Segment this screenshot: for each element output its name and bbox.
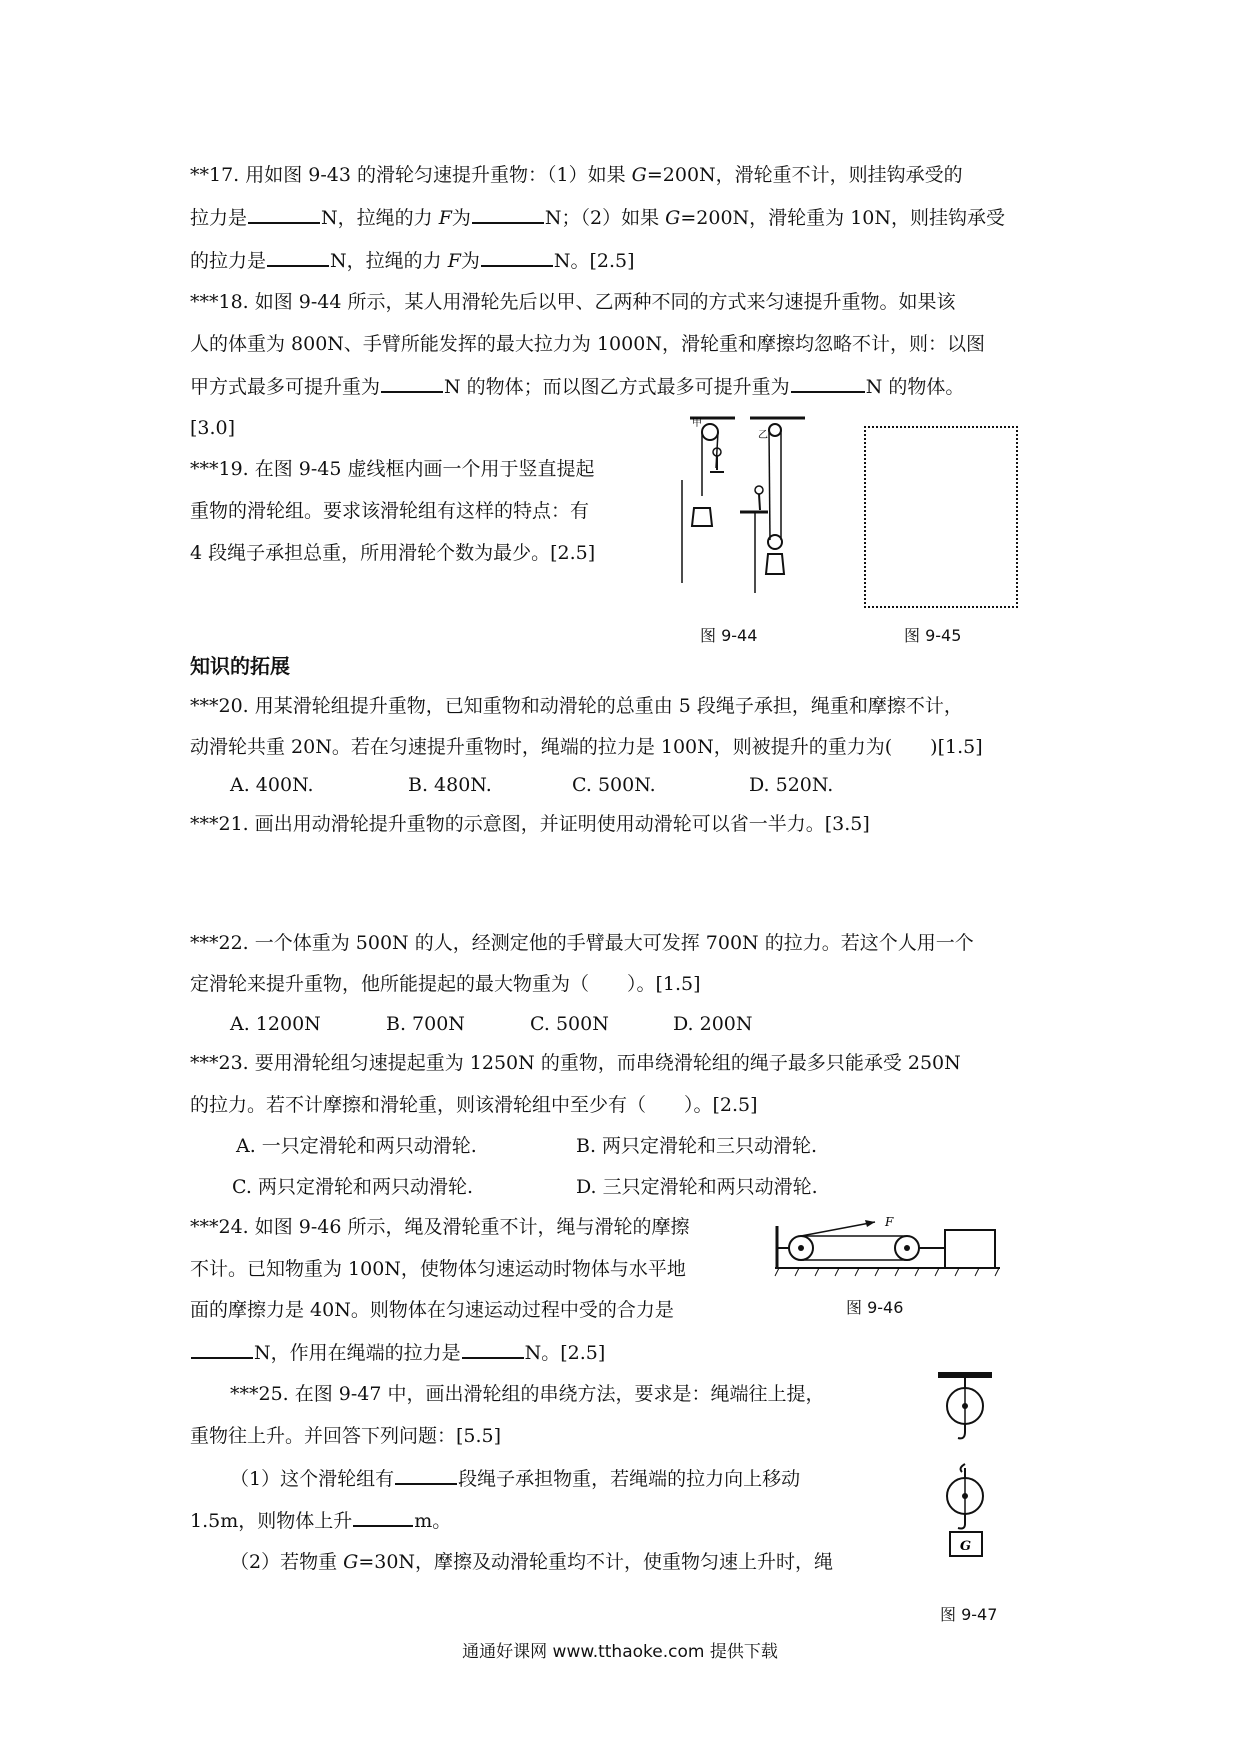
q22-line-2: 定滑轮来提升重物，他所能提起的最大物重为（ ）。[1.5]	[190, 973, 701, 995]
label-yi: 乙	[758, 430, 768, 441]
q23-option-c[interactable]: C. 两只定滑轮和两只动滑轮.	[232, 1176, 473, 1198]
q22-option-c[interactable]: C. 500N	[530, 1013, 609, 1035]
label-jia: 甲	[692, 418, 702, 429]
q22-line-1: ***22. 一个体重为 500N 的人，经测定他的手臂最大可发挥 700N 的拉力。若这个人用一个	[190, 932, 974, 954]
q20-option-d[interactable]: D. 520N.	[749, 774, 834, 796]
q23-line-2: 的拉力。若不计摩擦和滑轮重，则该滑轮组中至少有（ ）。[2.5]	[190, 1094, 758, 1116]
q25-line-5: （2）若物重 G=30N，摩擦及动滑轮重均不计，使重物匀速上升时，绳	[230, 1551, 834, 1573]
q23-option-b[interactable]: B. 两只定滑轮和三只动滑轮.	[576, 1135, 818, 1157]
q18-line-4: [3.0]	[190, 417, 236, 439]
figure-9-47-caption: 图 9-47	[940, 1605, 998, 1624]
page-footer: 通通好课网 www.tthaoke.com 提供下载	[462, 1642, 778, 1662]
q23-option-d[interactable]: D. 三只定滑轮和两只动滑轮.	[576, 1176, 818, 1198]
q20-option-a[interactable]: A. 400N.	[230, 774, 314, 796]
answer-blank[interactable]	[353, 1507, 413, 1527]
q24-line-4: N，作用在绳端的拉力是 N。[2.5]	[190, 1339, 605, 1366]
answer-blank[interactable]	[381, 373, 443, 393]
answer-blank[interactable]	[395, 1465, 457, 1485]
q18-line-1: ***18. 如图 9-44 所示，某人用滑轮先后以甲、乙两种不同的方式来匀速提升重物。如果该	[190, 291, 956, 313]
figure-9-45-drawing-box[interactable]	[864, 426, 1018, 608]
q25-line-4: 1.5m，则物体上升 m。	[190, 1507, 451, 1534]
label-force-f: F	[885, 1215, 894, 1229]
q25-line-2: 重物往上升。并回答下列问题：[5.5]	[190, 1425, 502, 1447]
q24-line-3: 面的摩擦力是 40N。则物体在匀速运动过程中受的合力是	[190, 1299, 674, 1321]
answer-blank[interactable]	[472, 204, 544, 224]
q20-option-c[interactable]: C. 500N.	[572, 774, 656, 796]
q20-line-2: 动滑轮共重 20N。若在匀速提升重物时，绳端的拉力是 100N，则被提升的重力为( )[1.5]	[190, 736, 983, 758]
q17-line-1: **17. 用如图 9-43 的滑轮匀速提升重物：（1）如果 G=200N，滑轮重不计，则挂钩承受的	[190, 164, 963, 186]
q19-line-3: 4 段绳子承担总重，所用滑轮个数为最少。[2.5]	[190, 542, 596, 564]
q22-option-d[interactable]: D. 200N	[673, 1013, 753, 1035]
q23-line-1: ***23. 要用滑轮组匀速提起重为 1250N 的重物，而串绕滑轮组的绳子最多只能承受 250N	[190, 1052, 961, 1074]
q18-line-2: 人的体重为 800N、手臂所能发挥的最大拉力为 1000N，滑轮重和摩擦均忽略不计，则：以图	[190, 333, 985, 355]
q17-line-2: 拉力是 N，拉绳的力 F为 N；（2）如果 G=200N，滑轮重为 10N，则挂钩承受	[190, 204, 1005, 231]
q18-line-3: 甲方式最多可提升重为 N 的物体；而以图乙方式最多可提升重为 N 的物体。	[190, 373, 964, 400]
answer-blank[interactable]	[191, 1339, 253, 1359]
q25-line-3: （1）这个滑轮组有 段绳子承担物重，若绳端的拉力向上移动	[230, 1465, 800, 1492]
q24-line-2: 不计。已知物重为 100N，使物体匀速运动时物体与水平地	[190, 1258, 686, 1280]
q23-option-a[interactable]: A. 一只定滑轮和两只动滑轮.	[236, 1135, 477, 1157]
q20-line-1: ***20. 用某滑轮组提升重物，已知重物和动滑轮的总重由 5 段绳子承担，绳重和摩擦不计，	[190, 695, 963, 717]
answer-blank[interactable]	[791, 373, 865, 393]
q21-line-1: ***21. 画出用动滑轮提升重物的示意图，并证明使用动滑轮可以省一半力。[3.5]	[190, 813, 870, 835]
q19-line-2: 重物的滑轮组。要求该滑轮组有这样的特点：有	[190, 500, 590, 522]
q25-line-1: ***25. 在图 9-47 中，画出滑轮组的串绕方法，要求是：绳端往上提，	[230, 1383, 825, 1405]
figure-9-45-caption: 图 9-45	[904, 626, 962, 645]
q24-line-1: ***24. 如图 9-46 所示，绳及滑轮重不计，绳与滑轮的摩擦	[190, 1216, 690, 1238]
q19-line-1: ***19. 在图 9-45 虚线框内画一个用于竖直提起	[190, 458, 595, 480]
answer-blank[interactable]	[462, 1339, 524, 1359]
q17-line-3: 的拉力是 N，拉绳的力 F为 N。[2.5]	[190, 247, 635, 274]
label-weight-g: G	[960, 1539, 972, 1554]
figure-9-46-caption: 图 9-46	[846, 1298, 904, 1317]
answer-blank[interactable]	[481, 247, 553, 267]
q22-option-a[interactable]: A. 1200N	[230, 1013, 321, 1035]
figure-9-46-horizontal-pulley	[775, 1210, 1005, 1280]
figure-9-44-caption: 图 9-44	[700, 626, 758, 645]
answer-blank[interactable]	[248, 204, 320, 224]
q22-option-b[interactable]: B. 700N	[386, 1013, 465, 1035]
figure-9-47-pulley-system	[930, 1372, 1000, 1592]
answer-blank[interactable]	[267, 247, 329, 267]
q20-option-b[interactable]: B. 480N.	[408, 774, 492, 796]
figure-9-44-pulleys	[680, 408, 810, 598]
section-title: 知识的拓展	[190, 654, 290, 678]
